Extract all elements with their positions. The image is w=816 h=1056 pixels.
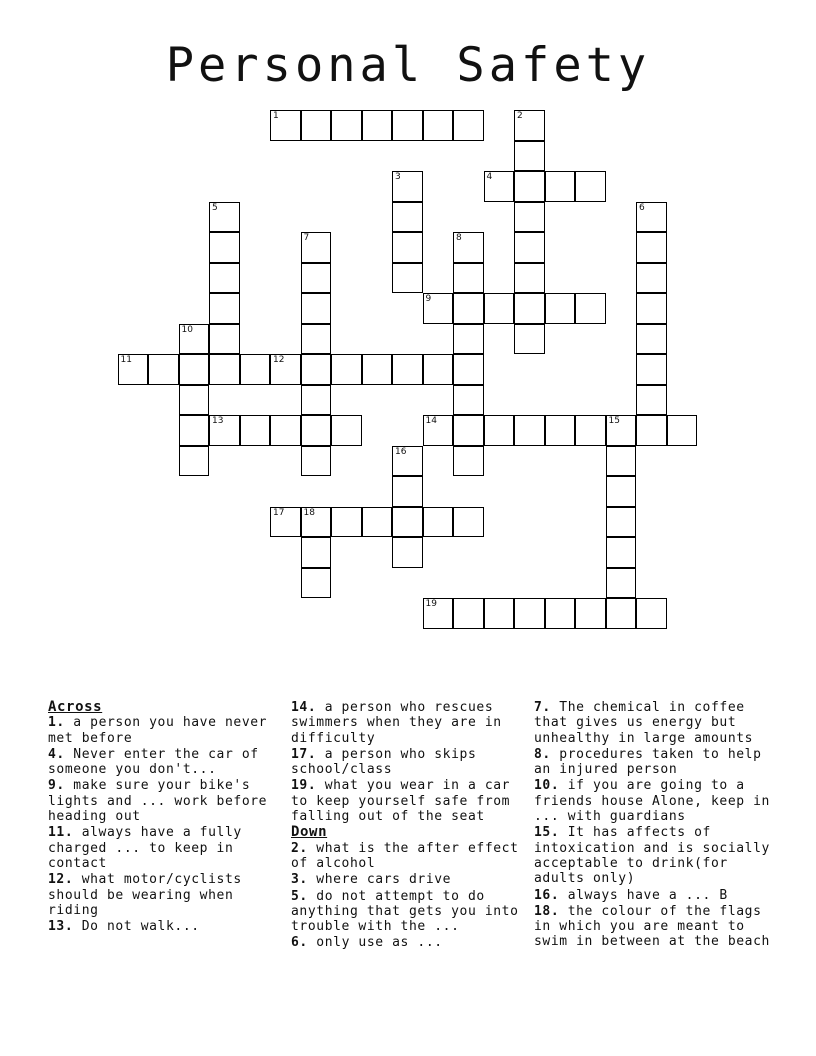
grid-cell[interactable] [575, 598, 606, 629]
grid-cell[interactable] [392, 171, 423, 202]
grid-cell[interactable] [514, 324, 545, 355]
clue-text: always have a ... B [559, 887, 728, 903]
grid-cell[interactable] [362, 507, 393, 538]
clue-label: 6. [291, 935, 308, 951]
page-title: Personal Safety [165, 38, 651, 93]
clue-number: 8 [456, 233, 462, 243]
clue-text: make sure your bike's lights and ... work before heading out [48, 778, 268, 825]
across-clue [48, 872, 280, 918]
grid-cell[interactable] [392, 354, 423, 385]
clue-label: 13. [48, 919, 74, 935]
clue-column-1 [48, 700, 280, 935]
clue-text: It has affects of intoxication and is socially acceptable to drink(for adults only) [534, 825, 770, 887]
grid-cell[interactable] [453, 415, 484, 446]
clue-number: 1 [273, 111, 279, 121]
clue-label: 10. [534, 778, 560, 794]
grid-cell[interactable] [423, 598, 454, 629]
grid-cell[interactable] [392, 476, 423, 507]
across-heading: Across [48, 699, 103, 715]
grid-cell[interactable] [636, 293, 667, 324]
grid-cell[interactable] [514, 141, 545, 172]
grid-cell[interactable] [636, 263, 667, 294]
clue-label: 4. [48, 746, 65, 762]
clue-text: a person who skips school/class [291, 746, 477, 778]
grid-cell[interactable] [484, 171, 515, 202]
grid-cell[interactable] [301, 110, 332, 141]
across-clue [291, 778, 527, 824]
grid-cell[interactable] [392, 507, 423, 538]
across-clue [48, 715, 280, 746]
grid-cell[interactable] [423, 110, 454, 141]
clue-number: 6 [639, 202, 645, 213]
down-clue [291, 935, 527, 950]
grid-cell[interactable] [301, 324, 332, 355]
grid-cell[interactable] [301, 415, 332, 446]
grid-cell[interactable] [392, 537, 423, 568]
grid-cell[interactable] [209, 324, 240, 355]
grid-cell[interactable] [270, 507, 301, 538]
grid-cell[interactable] [636, 232, 667, 263]
grid-cell[interactable] [484, 415, 515, 446]
grid-cell[interactable] [636, 415, 667, 446]
grid-cell[interactable] [179, 415, 210, 446]
grid-cell[interactable] [514, 202, 545, 233]
across-clue [48, 747, 280, 778]
grid-cell[interactable] [392, 110, 423, 141]
down-clue [291, 889, 527, 935]
clue-label: 18. [534, 903, 560, 919]
grid-cell[interactable] [484, 598, 515, 629]
grid-cell[interactable] [606, 537, 637, 568]
clue-label: 8. [534, 746, 551, 762]
grid-cell[interactable] [148, 354, 179, 385]
grid-cell[interactable] [362, 354, 393, 385]
clue-column-3 [534, 700, 770, 951]
clue-label: 5. [291, 888, 308, 904]
grid-cell[interactable] [606, 415, 637, 446]
clue-label: 2. [291, 840, 308, 856]
grid-cell[interactable] [636, 324, 667, 355]
grid-cell[interactable] [118, 354, 149, 385]
grid-cell[interactable] [636, 385, 667, 416]
grid-cell[interactable] [453, 598, 484, 629]
grid-cell[interactable] [179, 354, 210, 385]
grid-cell[interactable] [453, 293, 484, 324]
clue-number: 9 [425, 294, 432, 304]
grid-cell[interactable] [606, 476, 637, 507]
down-clue [534, 825, 770, 886]
clue-label: 17. [291, 746, 317, 762]
grid-cell[interactable] [514, 293, 545, 324]
grid-cell[interactable] [545, 598, 576, 629]
clue-text: only use as ... [307, 935, 443, 951]
grid-cell[interactable] [423, 415, 454, 446]
clue-text: what you wear in a car to keep yourself safe from falling out of the seat [291, 778, 511, 825]
grid-cell[interactable] [179, 446, 210, 477]
grid-cell[interactable] [301, 263, 332, 294]
grid-cell[interactable] [301, 293, 332, 324]
grid-cell[interactable] [606, 598, 637, 629]
grid-cell[interactable] [331, 507, 362, 538]
grid-cell[interactable] [331, 354, 362, 385]
clue-number: 4 [486, 172, 493, 182]
down-clue [534, 778, 770, 824]
grid-cell[interactable] [636, 202, 667, 233]
down-clue [534, 747, 770, 778]
grid-cell[interactable] [392, 446, 423, 477]
grid-cell[interactable] [575, 171, 606, 202]
grid-cell[interactable] [301, 354, 332, 385]
grid-cell[interactable] [667, 415, 698, 446]
grid-cell[interactable] [545, 415, 576, 446]
grid-cell[interactable] [453, 385, 484, 416]
clue-label: 11. [48, 825, 74, 841]
grid-cell[interactable] [453, 263, 484, 294]
down-clue [291, 841, 527, 872]
clue-column-2 [291, 700, 527, 952]
grid-cell[interactable] [179, 324, 210, 355]
clue-text: always have a fully charged ... to keep in contact [48, 825, 242, 871]
grid-cell[interactable] [636, 354, 667, 385]
grid-cell[interactable] [514, 598, 545, 629]
grid-cell[interactable] [301, 568, 332, 599]
across-clue [48, 825, 280, 871]
grid-cell[interactable] [453, 110, 484, 141]
down-clue [534, 888, 770, 903]
clue-text: the colour of the flags in which you are meant to swim in between at the beach [534, 903, 770, 950]
clue-text: The chemical in coffee that gives us energy but unhealthy in large amounts [534, 700, 754, 746]
clue-number: 11 [120, 355, 132, 365]
grid-cell[interactable] [209, 232, 240, 263]
clue-label: 19. [291, 778, 317, 794]
clue-label: 1. [48, 715, 65, 731]
grid-cell[interactable] [453, 507, 484, 538]
clue-label: 12. [48, 872, 74, 888]
grid-cell[interactable] [270, 354, 301, 385]
grid-cell[interactable] [392, 202, 423, 233]
clue-number: 10 [181, 324, 193, 335]
grid-cell[interactable] [423, 293, 454, 324]
clue-number: 12 [273, 355, 285, 365]
grid-cell[interactable] [240, 415, 271, 446]
down-clue [534, 904, 770, 950]
clue-label: 16. [534, 887, 560, 903]
grid-cell[interactable] [606, 446, 637, 477]
grid-cell[interactable] [606, 507, 637, 538]
clue-text: Do not walk... [73, 919, 200, 935]
down-clue [534, 700, 770, 746]
grid-cell[interactable] [484, 293, 515, 324]
clue-number: 2 [517, 111, 523, 121]
grid-cell[interactable] [270, 110, 301, 141]
grid-cell[interactable] [331, 415, 362, 446]
grid-cell[interactable] [270, 415, 301, 446]
grid-cell[interactable] [209, 415, 240, 446]
grid-cell[interactable] [575, 415, 606, 446]
grid-cell[interactable] [514, 171, 545, 202]
grid-cell[interactable] [453, 232, 484, 263]
clue-label: 7. [534, 700, 551, 715]
clue-text: if you are going to a friends house Alone, keep in ... with guardians [534, 778, 770, 825]
grid-cell[interactable] [514, 415, 545, 446]
clue-number: 18 [303, 507, 315, 518]
down-heading: Down [291, 824, 328, 841]
grid-cell[interactable] [331, 110, 362, 141]
clue-number: 17 [273, 507, 285, 518]
grid-cell[interactable] [209, 263, 240, 294]
clue-text: Never enter the car of someone you don't... [48, 746, 259, 778]
grid-cell[interactable] [301, 446, 332, 477]
clue-text: a person you have never met before [48, 715, 268, 746]
clue-text: do not attempt to do anything that gets you into trouble with the ... [291, 888, 519, 935]
grid-cell[interactable] [240, 354, 271, 385]
grid-cell[interactable] [545, 171, 576, 202]
clue-label: 15. [534, 825, 560, 841]
across-clue [291, 747, 527, 778]
clue-label: 9. [48, 778, 65, 794]
grid-cell[interactable] [453, 324, 484, 355]
grid-cell[interactable] [545, 293, 576, 324]
clue-label: 3. [291, 872, 308, 888]
grid-cell[interactable] [514, 263, 545, 294]
clue-text: a person who rescues swimmers when they are in difficulty [291, 700, 502, 746]
clue-number: 3 [395, 172, 401, 182]
clue-text: what motor/cyclists should be wearing when riding [48, 872, 242, 918]
clue-number: 14 [425, 416, 437, 426]
grid-cell[interactable] [575, 293, 606, 324]
grid-cell[interactable] [392, 232, 423, 263]
grid-cell[interactable] [209, 202, 240, 233]
clue-number: 19 [425, 599, 437, 609]
grid-cell[interactable] [423, 507, 454, 538]
clue-text: where cars drive [307, 872, 452, 888]
grid-cell[interactable] [423, 354, 454, 385]
clue-number: 15 [608, 416, 620, 426]
clue-text: procedures taken to help an injured person [534, 746, 762, 778]
grid-cell[interactable] [453, 446, 484, 477]
across-clue [291, 700, 527, 746]
grid-cell[interactable] [301, 507, 332, 538]
grid-cell[interactable] [514, 232, 545, 263]
grid-cell[interactable] [362, 110, 393, 141]
clue-number: 16 [395, 446, 407, 457]
grid-cell[interactable] [301, 537, 332, 568]
grid-cell[interactable] [636, 598, 667, 629]
clue-number: 7 [303, 233, 310, 243]
grid-cell[interactable] [392, 263, 423, 294]
grid-cell[interactable] [301, 232, 332, 263]
grid-cell[interactable] [179, 385, 210, 416]
down-clue [291, 872, 527, 887]
clue-label: 14. [291, 700, 317, 715]
grid-cell[interactable] [606, 568, 637, 599]
grid-cell[interactable] [453, 354, 484, 385]
grid-cell[interactable] [209, 293, 240, 324]
grid-cell[interactable] [209, 354, 240, 385]
clue-text: what is the after effect of alcohol [291, 840, 519, 871]
grid-cell[interactable] [301, 385, 332, 416]
clue-number: 13 [212, 416, 224, 426]
grid-cell[interactable] [514, 110, 545, 141]
across-clue [48, 778, 280, 824]
clue-number: 5 [212, 202, 218, 213]
across-clue [48, 919, 280, 934]
